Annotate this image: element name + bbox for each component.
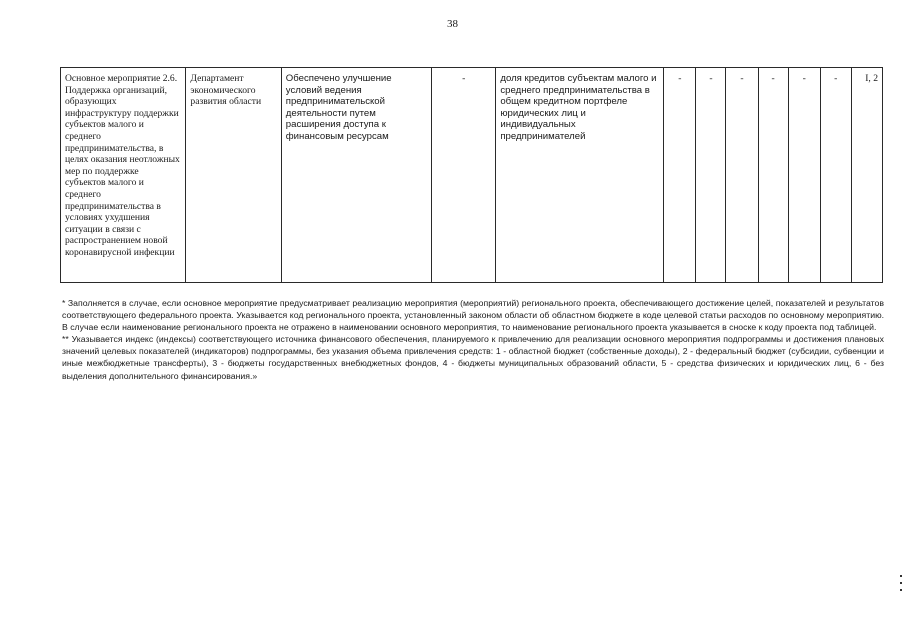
sources-cell: I, 2 bbox=[851, 68, 882, 283]
scan-mark bbox=[900, 582, 902, 584]
program-table bbox=[60, 67, 883, 283]
value-cell: - bbox=[820, 68, 851, 283]
footnote-2: ** Указывается индекс (индексы) соответствующего источника финансового обеспечения, планируемого к привлечению для реализации основного мероприятия подпрограммы и достижения плановых значений целевых показателей (индикаторов) подпрограммы, без указания объема привлечения средств: 1 - областной бюджет (собственные доходы), 2 - федеральный бюджет (субсидии, субвенции и иные межбюджетные трансферты), 3 - бюджеты государственных внебюджетных фондов, 4 - бюджеты муниципальных образований области, 5 - средства физических и юридических лиц, 6 - без выделения дополнительного финансирования.» bbox=[62, 334, 884, 381]
executor-cell: Департамент экономического развития области bbox=[186, 68, 281, 283]
value-cell: - bbox=[696, 68, 726, 283]
project-code-cell: - bbox=[432, 68, 496, 283]
value-cell: - bbox=[758, 68, 788, 283]
table-row bbox=[61, 68, 883, 283]
value-cell: - bbox=[726, 68, 758, 283]
result-cell: Обеспечено улучшение условий ведения предпринимательской деятельности путем расширения доступа к финансовым ресурсам bbox=[281, 68, 431, 283]
activity-cell: Основное мероприятие 2.6. Поддержка организаций, образующих инфраструктуру поддержки субъектов малого и среднего предпринимательства, в целях оказания неотложных мер по поддержке субъектов малого и среднего предпринимательства в условиях ухудшения ситуации в связи с распространением новой коронавирусной инфекции bbox=[61, 68, 186, 283]
footnotes bbox=[62, 297, 884, 382]
indicator-cell: доля кредитов субъектам малого и среднего предпринимательства в общем кредитном портфеле юридических лиц и индивидуальных предпринимателей bbox=[496, 68, 664, 283]
page-number: 38 bbox=[447, 18, 458, 30]
value-cell: - bbox=[664, 68, 696, 283]
value-cell: - bbox=[788, 68, 820, 283]
footnote-1: * Заполняется в случае, если основное мероприятие предусматривает реализацию мероприятия (мероприятий) регионального проекта, обеспечивающего достижение целей, показателей и результатов соответствующего федерального проекта. Указывается код регионального проекта, установленный законом области об областном бюджете в коде целевой статьи расходов по основному мероприятию. В случае если наименование регионального проекта не отражено в наименовании основного мероприятия, то наименование регионального проекта указывается в сноске к коду проекта под таблицей. bbox=[62, 298, 884, 333]
scan-mark bbox=[900, 589, 902, 591]
scan-mark bbox=[900, 575, 902, 577]
